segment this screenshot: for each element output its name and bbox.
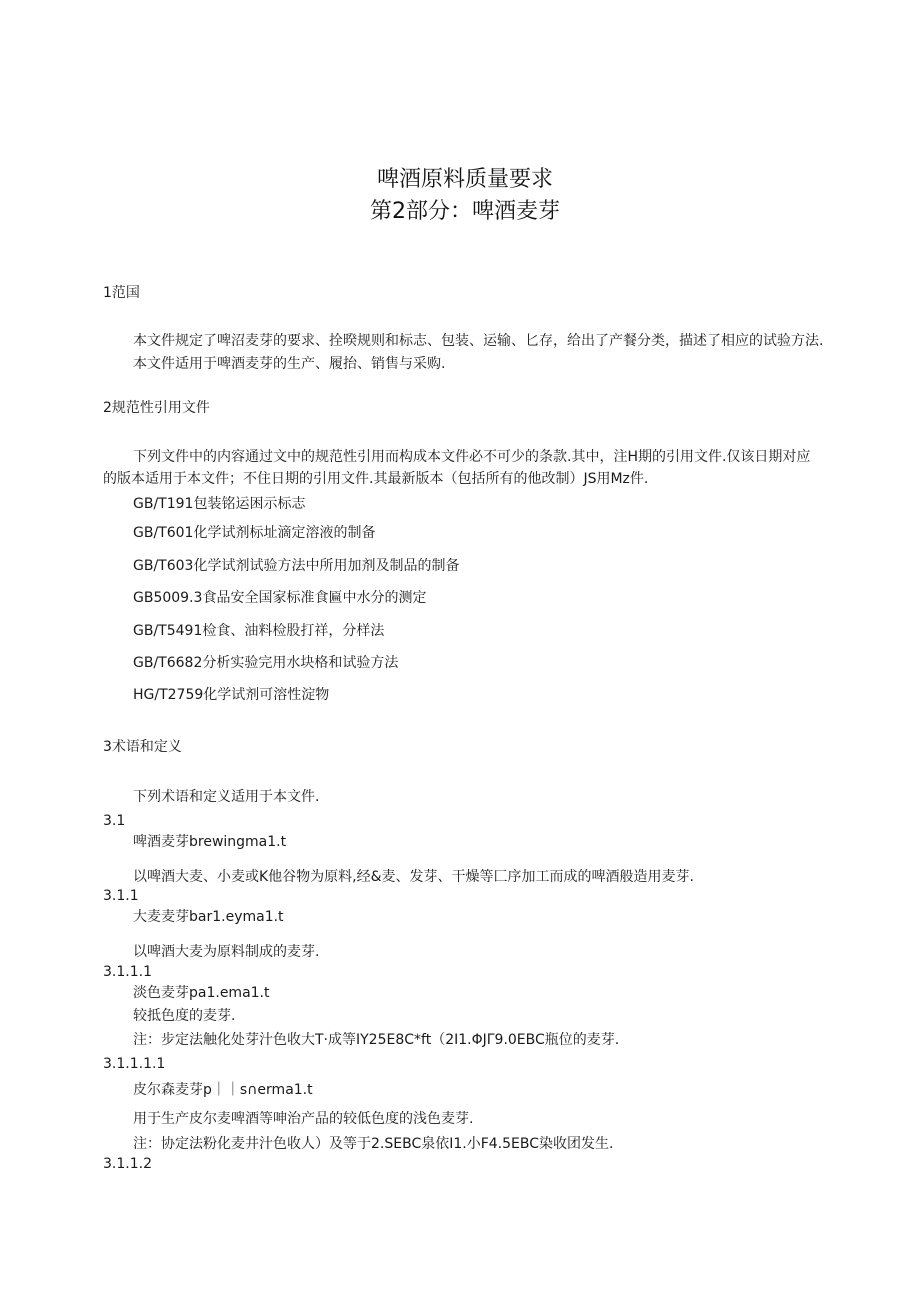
- section-1-heading: 1范国: [103, 285, 140, 301]
- reference-item: GB/T603化学试剂试验方法中所用加剂及制品的制备: [133, 558, 460, 574]
- section-1-applicability-text: 本文件适用于啤酒麦芽的生产、履抬、销售与采购.: [133, 356, 446, 372]
- term-number: 3.1.1.1.1: [103, 1056, 166, 1072]
- document-title: 啤酒原料质量要求: [376, 167, 553, 192]
- term-name: 淡色麦芽pa1.ema1.t: [133, 985, 270, 1001]
- section-2-intro-paragraph: 下列文件中的内容通过文中的规范性引用而构成本文件必不可少的条款.其中，注H期的引用文件.仅该日期对应的版本适用于本文件；不住日期的引用文件.其最新版本（包括所有的他改制）JS用Mz件.: [103, 449, 811, 487]
- term-name: 皮尔森麦芽p｜｜s∩erma1.t: [133, 1082, 313, 1098]
- term-note: 注：步定法触化处芽汁色收大T·成等IY25E8C*ft（2I1.ΦJΓ9.0EBC瓶位的麦芽.: [133, 1032, 620, 1048]
- term-number: 3.1.1: [103, 888, 139, 904]
- reference-item: GB5009.3食品安全国家标准食匾中水分的测定: [133, 590, 427, 606]
- reference-item: GB/T191包装铭运困示标志: [133, 496, 306, 512]
- term-definition: 较抵色度的麦芽.: [133, 1008, 236, 1024]
- term-number: 3.1.1.1: [103, 964, 152, 980]
- term-name: 大麦麦芽bar1.eyma1.t: [133, 909, 284, 925]
- reference-item: GB/T601化学试剂标址滴定溶液的制备: [133, 525, 376, 541]
- section-3-intro: 下列术语和定义适用于本文件.: [133, 789, 320, 805]
- reference-item: GB/T5491检食、油料检股打祥，分样法: [133, 623, 385, 639]
- document-subtitle: 第2部分：啤酒麦芽: [370, 199, 560, 224]
- term-number: 3.1: [103, 813, 126, 829]
- term-definition: 用于生产皮尔麦啤酒等呻治产品的较低色度的浅色麦芽.: [133, 1111, 474, 1127]
- reference-item: HG/T2759化学试剂可溶性淀物: [133, 687, 330, 703]
- term-name: 啤酒麦芽brewingma1.t: [133, 834, 287, 850]
- section-2-heading: 2规范性引用文件: [103, 400, 210, 416]
- term-definition: 以啤酒大麦、小麦或K他谷物为原料,经&麦、发芽、干燥等匚序加工而成的啤酒般造用麦芽.: [133, 869, 694, 885]
- term-definition: 以啤酒大麦为原料制成的麦芽.: [133, 944, 320, 960]
- reference-item: GB/T6682分析实验完用水块格和试验方法: [133, 655, 399, 671]
- section-3-heading: 3术语和定义: [103, 739, 182, 755]
- term-number: 3.1.1.2: [103, 1156, 152, 1172]
- term-note: 注：协定法粉化麦井汁色收人）及等于2.SEBC泉依I1.小F4.5EBC染收团发生.: [133, 1136, 614, 1152]
- section-1-scope-text: 本文件规定了啤沼麦芽的要求、拴暌规则和标志、包装、运输、匕存，给出了产餐分类，描述了相应的试验方法.: [133, 333, 824, 349]
